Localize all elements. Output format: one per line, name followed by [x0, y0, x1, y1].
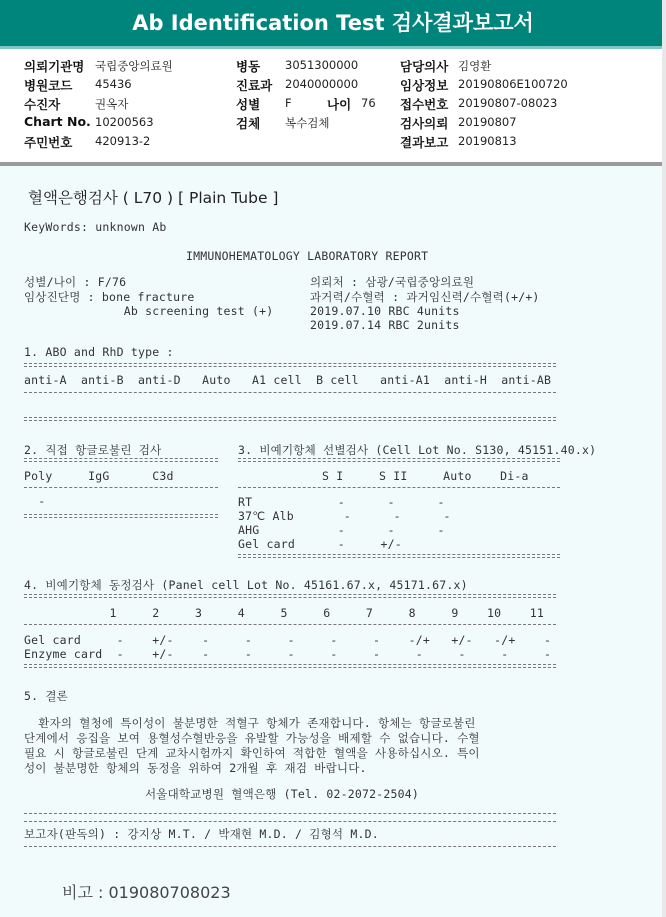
info-history: 과거력/수혈력 : 과거임신력/수혈력(+/+): [310, 290, 540, 304]
divider: [238, 487, 560, 488]
divider: [24, 392, 556, 393]
divider: [24, 514, 218, 518]
scrollbar-track[interactable]: [662, 0, 666, 917]
receipt-no-value: 20190807-08023: [458, 96, 558, 110]
dat-title: 2. 직접 항글로불린 검사: [24, 443, 162, 457]
panel-title: 4. 비예기항체 동정검사 (Panel cell Lot No. 45161.67.x, 45171.67.x): [24, 578, 468, 592]
abo-title: 1. ABO and RhD type :: [24, 345, 174, 359]
report-header: [0, 0, 666, 49]
divider: [24, 363, 556, 367]
ward-value: 3051300000: [285, 58, 359, 72]
screening-title: 3. 비예기항체 선별검사 (Cell Lot No. S130, 45151.40.x): [238, 443, 597, 457]
institution-label: 의뢰기관명: [24, 59, 85, 74]
info-screening: Ab screening test (+): [24, 304, 274, 318]
report-date-value: 20190813: [458, 134, 517, 148]
conclusion-line-3: 필요 시 항글로불린 단계 교차시험까지 확인하여 적합한 혈액을 사용하십시오. 특이: [24, 746, 480, 760]
receipt-no-label: 접수번호: [400, 97, 449, 112]
chart-no-value: 10200563: [95, 115, 154, 129]
note: 비고 : 019080708023: [62, 883, 231, 902]
divider: [24, 594, 556, 598]
patient-name-value: 권옥자: [95, 97, 129, 111]
screening-row-gel: Gel card - +/-: [238, 537, 402, 551]
info-referrer: 의뢰처 : 삼광/국립중앙의료원: [310, 275, 475, 289]
screening-row-rt: RT - - -: [238, 495, 445, 509]
doctor-value: 김영환: [458, 59, 492, 73]
divider: [24, 417, 556, 421]
keywords: KeyWords: unknown Ab: [24, 220, 167, 234]
doctor-label: 담당의사: [400, 59, 449, 74]
divider: [24, 846, 556, 847]
divider: [24, 821, 556, 822]
info-transfusion-1: 2019.07.10 RBC 4units: [310, 304, 460, 318]
clinical-info-value: 20190806E100720: [458, 77, 568, 91]
hospital-code-label: 병원코드: [24, 78, 73, 93]
institution-value: 국립중앙의료원: [95, 59, 173, 73]
conclusion-line-4: 성이 불분명한 항체의 동정을 위하여 2개월 후 재검 바랍니다.: [24, 761, 367, 775]
screening-headers: S I S II Auto Di-a: [322, 469, 529, 483]
report-title: Ab Identification Test 검사결과보고서: [132, 11, 534, 35]
dat-headers: Poly IgG C3d: [24, 469, 174, 483]
info-transfusion-2: 2019.07.14 RBC 2units: [310, 318, 460, 332]
divider: [24, 664, 556, 668]
info-sex-age: 성별/나이 : F/76: [24, 275, 127, 289]
divider: [238, 554, 560, 558]
age-value: 76: [361, 96, 376, 110]
sex-value: F: [285, 96, 292, 110]
request-date-label: 검사의뢰: [400, 116, 449, 131]
divider: [24, 624, 556, 625]
divider: [238, 458, 560, 462]
conclusion-line-1: 환자의 혈청에 특이성이 불분명한 적혈구 항체가 존재합니다. 항체는 항글로불린: [24, 716, 476, 730]
panel-row-gel: Gel card - +/- - - - - - -/+ +/- -/+ -: [24, 633, 552, 647]
divider: [24, 487, 218, 488]
hospital-contact: 서울대학교병원 혈액은행 (Tel. 02-2072-2504): [145, 787, 419, 801]
clinical-info-label: 임상정보: [400, 78, 449, 93]
request-date-value: 20190807: [458, 115, 517, 129]
info-diagnosis: 임상진단명 : bone fracture: [24, 290, 195, 304]
lab-report-title: IMMUNOHEMATOLOGY LABORATORY REPORT: [186, 249, 429, 263]
chart-no-label: Chart No.: [24, 114, 91, 129]
hospital-code-value: 45436: [95, 77, 132, 91]
patient-name-label: 수진자: [24, 97, 61, 112]
screening-row-37c: 37℃ Alb - - -: [238, 509, 451, 523]
dat-value: -: [24, 494, 46, 508]
reporter: 보고자(판독의) : 강지상 M.T. / 박재현 M.D. / 김형석 M.D.: [24, 827, 379, 841]
panel-headers: 1 2 3 4 5 6 7 8 9 10 11: [24, 606, 545, 620]
panel-row-enzyme: Enzyme card - +/- - - - - - - - - -: [24, 647, 552, 661]
specimen-value: 복수검체: [285, 116, 330, 130]
department-label: 진료과: [236, 78, 273, 93]
divider: [24, 458, 218, 462]
specimen-label: 검체: [236, 116, 261, 131]
department-value: 2040000000: [285, 77, 359, 91]
age-label: 나이: [327, 97, 352, 112]
divider: [24, 813, 556, 814]
test-section-title: 혈액은행검사 ( L70 ) [ Plain Tube ]: [28, 189, 279, 207]
conclusion-title: 5. 결론: [24, 689, 68, 703]
screening-row-ahg: AHG - - -: [238, 523, 445, 537]
conclusion-line-2: 단계에서 응집을 보여 용혈성수혈반응을 유발할 가능성을 배제할 수 없습니다. 수혈: [24, 731, 480, 745]
report-date-label: 결과보고: [400, 135, 449, 150]
resident-id-value: 420913-2: [95, 134, 151, 148]
abo-headers: anti-A anti-B anti-D Auto A1 cell B cell anti-A1 anti-H anti-AB: [24, 373, 552, 387]
resident-id-label: 주민번호: [24, 135, 73, 150]
ward-label: 병동: [236, 59, 261, 74]
sex-label: 성별: [236, 97, 261, 112]
